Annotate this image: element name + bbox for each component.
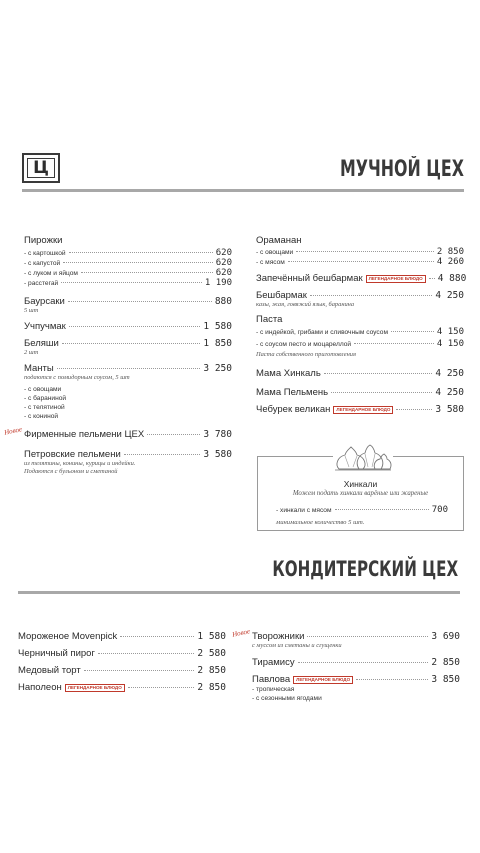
item-name: Мама Хинкаль: [256, 368, 321, 379]
menu-subitem: [256, 257, 464, 267]
item-name: Мама Пельмень: [256, 387, 329, 398]
item-price: 3 580: [203, 449, 232, 460]
dot-leader: [68, 301, 212, 302]
menu-subitem: [24, 258, 232, 268]
menu-item: [24, 449, 232, 460]
menu-item: [256, 235, 464, 246]
dot-leader: [298, 662, 429, 663]
item-price: 4 250: [435, 290, 464, 301]
item-price: 2 850: [197, 682, 226, 693]
menu-column-right: [256, 235, 467, 415]
item-price: 4 150: [436, 327, 464, 337]
item-name: Баурсаки: [24, 296, 65, 307]
item-price: 2 850: [197, 665, 226, 676]
menu-item: [256, 404, 464, 415]
item-name: - хинкали с мясом: [276, 507, 332, 514]
item-name: Ораманан: [256, 235, 302, 246]
item-name: Беляши: [24, 338, 59, 349]
item-name: Фирменные пельмени ЦЕХ: [24, 429, 145, 440]
dumplings-icon: [333, 443, 393, 471]
legendary-badge: ЛЕГЕНДАРНОЕ БЛЮДО: [333, 406, 393, 414]
khinkali-box: [257, 456, 464, 531]
item-name: - с овощами: [256, 249, 294, 256]
item-option: - с бараниной: [24, 395, 67, 402]
dot-leader: [69, 326, 201, 327]
item-option: - тропическая: [252, 686, 295, 693]
item-name: Творожники: [252, 631, 305, 642]
menu-item: [24, 235, 232, 246]
item-price: 620: [215, 268, 232, 278]
menu-subitem: [256, 247, 464, 257]
dot-leader: [335, 509, 429, 510]
menu-item: [24, 338, 232, 349]
item-price: 3 780: [203, 429, 232, 440]
item-price: 4 260: [436, 257, 464, 267]
dot-leader: [288, 261, 434, 262]
item-name: - с капустой: [24, 260, 61, 267]
item-price: 2 850: [431, 657, 460, 668]
menu-item: [256, 290, 464, 301]
section-title-flour: МУЧНОЙ ЦЕХ: [340, 157, 464, 182]
item-name: - с луком и яйцом: [24, 270, 78, 277]
dot-leader: [57, 368, 201, 369]
item-name: - с соусом песто и моцареллой: [256, 341, 352, 348]
menu-item: [256, 387, 464, 398]
item-name: Тирамису: [252, 657, 295, 668]
dot-leader: [81, 272, 213, 273]
item-price: 1 850: [203, 338, 232, 349]
menu-item: [18, 665, 226, 676]
new-item-mark: Новое: [3, 425, 23, 437]
dot-leader: [391, 331, 434, 332]
item-name: Мороженое Movenpick: [18, 631, 118, 642]
dot-leader: [128, 687, 195, 688]
item-note: Подаются с бульоном и сметаной: [24, 468, 118, 475]
item-name: - с картошкой: [24, 250, 66, 257]
dot-leader: [98, 653, 194, 654]
item-name: Медовый торт: [18, 665, 81, 676]
item-price: 620: [215, 258, 232, 268]
item-note: Паста собственного приготовления: [256, 351, 356, 358]
item-price: 700: [431, 505, 448, 515]
item-name: - расстегай: [24, 280, 59, 287]
menu-item: [18, 682, 226, 693]
item-price: 4 250: [435, 368, 464, 379]
item-price: 4 150: [436, 339, 464, 349]
section-divider: [18, 591, 460, 594]
menu-item: [256, 368, 464, 379]
item-name: Петровские пельмени: [24, 449, 121, 460]
dot-leader: [61, 282, 202, 283]
restaurant-logo: [22, 153, 60, 183]
item-option: - с сезонными ягодами: [252, 695, 322, 702]
dot-leader: [84, 670, 195, 671]
menu-item: [252, 657, 460, 668]
dessert-column-right: [231, 627, 460, 703]
legendary-badge: ЛЕГЕНДАРНОЕ БЛЮДО: [65, 684, 125, 692]
dot-leader: [307, 636, 428, 637]
item-name: - с индейкой, грибами и сливочным соусом: [256, 329, 388, 336]
legendary-badge: ЛЕГЕНДАРНОЕ БЛЮДО: [293, 676, 353, 684]
menu-column-left: [3, 235, 232, 476]
dot-leader: [63, 262, 212, 263]
dot-leader: [69, 252, 213, 253]
item-name: Чебурек великан: [256, 404, 331, 415]
khinkali-min-note: минимальное количество 5 шт.: [276, 519, 365, 526]
item-price: 4 250: [435, 387, 464, 398]
menu-item: [24, 296, 232, 307]
new-item-mark: Новое: [231, 627, 251, 639]
section-title-pastry: КОНДИТЕРСКИЙ ЦЕХ: [272, 557, 458, 581]
item-price: 4 880: [437, 273, 467, 284]
item-name: Паста: [256, 314, 283, 325]
menu-item: [256, 314, 464, 325]
menu-subitem: [256, 327, 464, 337]
item-price: 2 580: [197, 648, 226, 659]
item-option: - с телятиной: [24, 404, 65, 411]
item-note: из телятины, конины, курицы и индейки.: [24, 460, 136, 467]
item-name: Манты: [24, 363, 54, 374]
item-note: 5 шт: [24, 307, 39, 314]
item-name: Павлова: [252, 674, 291, 685]
dessert-column-left: [18, 631, 226, 693]
item-name: - с мясом: [256, 259, 285, 266]
item-note: подаются с помидорным соусом, 5 шт: [24, 374, 130, 381]
item-note: 2 шт: [24, 349, 39, 356]
dot-leader: [324, 373, 433, 374]
legendary-badge: ЛЕГЕНДАРНОЕ БЛЮДО: [366, 275, 426, 283]
item-price: 1 190: [204, 278, 232, 288]
item-price: 3 690: [431, 631, 460, 642]
menu-subitem: [276, 505, 448, 515]
item-price: 3 250: [203, 363, 232, 374]
item-price: 3 850: [431, 674, 460, 685]
menu-item: [3, 425, 232, 440]
dot-leader: [120, 636, 194, 637]
khinkali-note: Можем подать хинкали варёные или жареные: [292, 490, 429, 497]
menu-item: [24, 363, 232, 374]
menu-item: [252, 674, 460, 685]
menu-subitem: [24, 278, 232, 288]
dot-leader: [331, 392, 432, 393]
dot-leader: [296, 251, 434, 252]
menu-item: [24, 321, 232, 332]
item-name: Бешбармак: [256, 290, 307, 301]
dot-leader: [356, 679, 428, 680]
item-price: 1 580: [197, 631, 226, 642]
item-name: Запечённый бешбармак: [256, 273, 363, 284]
logo-letter: Ц: [27, 158, 55, 178]
section-divider: [22, 189, 464, 192]
item-price: 620: [215, 248, 232, 258]
menu-item: [231, 627, 460, 642]
item-note: казы, жая, говяжий язык, баранина: [256, 301, 355, 308]
khinkali-title: Хинкали: [343, 479, 378, 489]
menu-item: [256, 273, 467, 284]
menu-item: [18, 648, 226, 659]
item-note: с муссом из сметаны и сгущенки: [252, 642, 342, 649]
dot-leader: [147, 434, 200, 435]
dot-leader: [62, 343, 201, 344]
item-price: 880: [214, 296, 232, 307]
item-price: 3 580: [435, 404, 464, 415]
item-option: - с кониной: [24, 413, 59, 420]
item-name: Наполеон: [18, 682, 62, 693]
dot-leader: [429, 278, 435, 279]
menu-subitem: [24, 268, 232, 278]
dot-leader: [124, 454, 201, 455]
item-price: 1 580: [203, 321, 232, 332]
item-name: Пирожки: [24, 235, 63, 246]
item-option: - с овощами: [24, 386, 62, 393]
item-name: Учпучмак: [24, 321, 66, 332]
dot-leader: [310, 295, 432, 296]
menu-subitem: [24, 248, 232, 258]
menu-item: [18, 631, 226, 642]
dot-leader: [354, 343, 434, 344]
dot-leader: [396, 409, 432, 410]
item-name: Черничный пирог: [18, 648, 95, 659]
item-price: 2 850: [436, 247, 464, 257]
menu-subitem: [256, 339, 464, 349]
